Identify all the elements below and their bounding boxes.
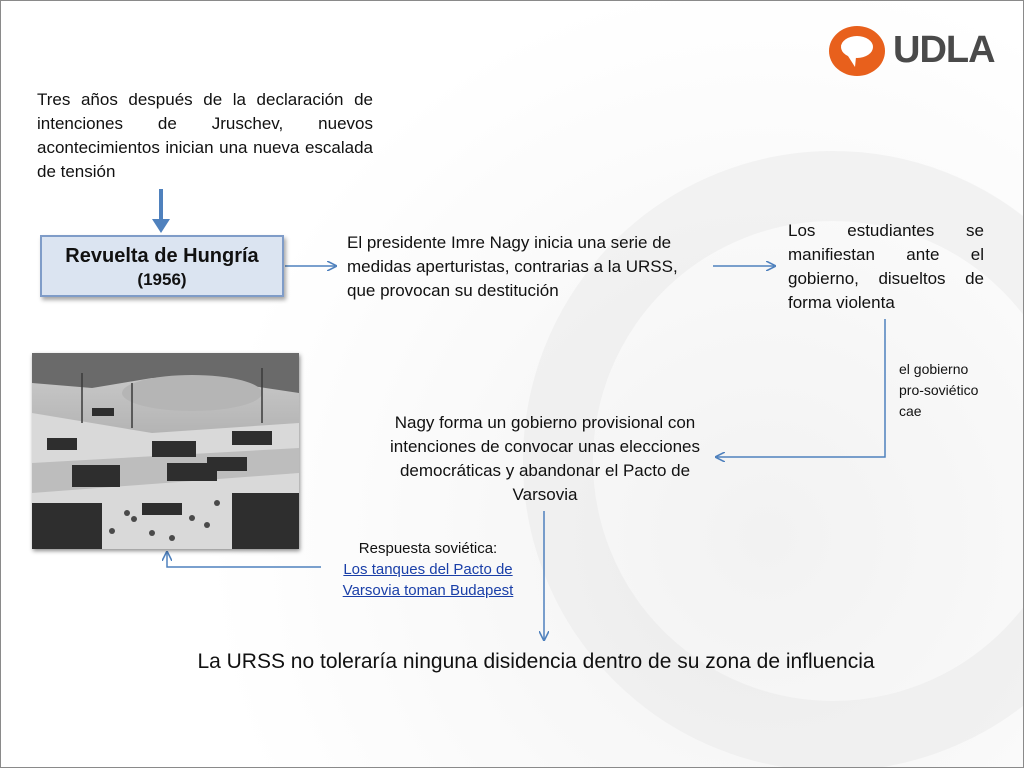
soviet-response — [323, 538, 533, 601]
box-title: Revuelta de Hungría — [65, 245, 259, 267]
budapest-tanks-photo — [32, 353, 299, 549]
soviet-response-link-line2[interactable]: Varsovia toman Budapest — [342, 582, 514, 599]
provisional-government-text: Nagy forma un gobierno provisional con intenciones de convocar unas elecciones democráticas y abandonar el Pacto de Varsovia — [390, 413, 700, 504]
gov-falls-line3: cae — [899, 403, 922, 419]
arrow-response-to-photo — [167, 553, 321, 567]
nagy-measures-text: El presidente Imre Nagy inicia una serie de medidas aperturistas, contrarias a la URSS, que provocan su destitución — [347, 233, 678, 300]
revuelta-hungria-box — [40, 235, 284, 297]
gov-falls-line2: pro-soviético — [899, 382, 979, 398]
conclusion-text: La URSS no toleraría ninguna disidencia dentro de su zona de influencia — [197, 650, 875, 673]
gov-falls-text — [899, 359, 1009, 422]
students-text: Los estudiantes se manifiestan ante el gobierno, disueltos de forma violenta — [788, 221, 984, 312]
logo-text: UDLA — [893, 29, 995, 71]
soviet-response-label: Respuesta soviética: — [358, 540, 498, 557]
arrow-students-to-provisional — [717, 319, 885, 457]
gov-falls-line1: el gobierno — [899, 361, 969, 377]
box-year: (1956) — [137, 270, 187, 289]
soviet-response-link-line1[interactable]: Los tanques del Pacto de — [343, 561, 513, 578]
arrow-intro-head — [152, 219, 170, 233]
intro-text: Tres años después de la declaración de intenciones de Jruschev, nuevos acontecimientos inician una nueva escalada de tensión — [37, 90, 373, 181]
